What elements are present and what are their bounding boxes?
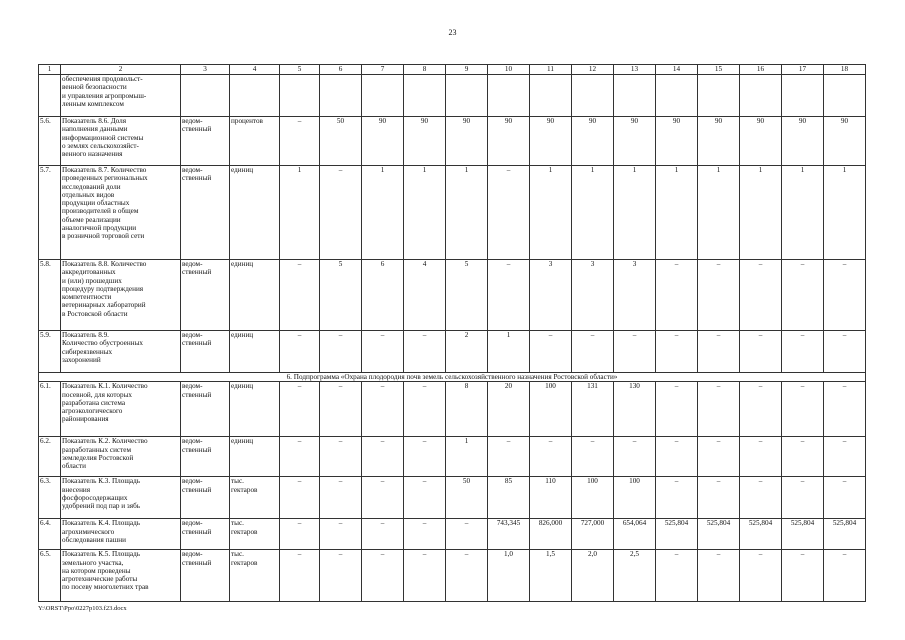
value-cell: – — [488, 166, 530, 260]
indicator-type-cell: ведом- ственный — [181, 117, 230, 166]
value-cell: – — [280, 331, 320, 373]
value-cell: – — [656, 382, 698, 437]
indicator-type-cell: ведом- ственный — [181, 382, 230, 437]
column-header: 1 — [39, 65, 61, 75]
value-cell: – — [446, 519, 488, 550]
value-cell — [320, 75, 362, 117]
value-cell: 130 — [614, 382, 656, 437]
value-cell: – — [362, 382, 404, 437]
value-cell: – — [698, 331, 740, 373]
unit-cell: тыс. гектаров — [230, 550, 280, 602]
value-cell: 1 — [530, 166, 572, 260]
value-cell: 3 — [530, 260, 572, 331]
row-number-cell — [39, 75, 61, 117]
value-cell: 1 — [656, 166, 698, 260]
value-cell: 1 — [824, 166, 866, 260]
value-cell: – — [362, 477, 404, 519]
value-cell: 110 — [530, 477, 572, 519]
value-cell: – — [824, 477, 866, 519]
column-header: 17 — [782, 65, 824, 75]
value-cell: 90 — [572, 117, 614, 166]
value-cell: 90 — [362, 117, 404, 166]
page-number: 23 — [448, 28, 457, 37]
value-cell: 90 — [740, 117, 782, 166]
value-cell — [530, 75, 572, 117]
value-cell: 90 — [656, 117, 698, 166]
value-cell: 1 — [740, 166, 782, 260]
value-cell: 90 — [782, 117, 824, 166]
row-number-cell: 6.3. — [39, 477, 61, 519]
value-cell: – — [280, 437, 320, 477]
value-cell: 1 — [446, 166, 488, 260]
value-cell: – — [782, 382, 824, 437]
section-title-cell: 6. Подпрограмма «Охрана плодородия почв земель сельскохозяйственного назначения Ростовской области» — [39, 373, 866, 382]
value-cell: 50 — [320, 117, 362, 166]
value-cell: 1 — [362, 166, 404, 260]
value-cell: 1 — [404, 166, 446, 260]
indicator-type-cell: ведом- ственный — [181, 260, 230, 331]
unit-cell: тыс. гектаров — [230, 519, 280, 550]
row-number-cell: 6.4. — [39, 519, 61, 550]
value-cell: 525,804 — [698, 519, 740, 550]
value-cell: – — [488, 260, 530, 331]
value-cell — [404, 75, 446, 117]
value-cell: 6 — [362, 260, 404, 331]
value-cell: – — [320, 437, 362, 477]
value-cell: – — [488, 437, 530, 477]
value-cell: – — [656, 260, 698, 331]
value-cell: 1,5 — [530, 550, 572, 602]
indicator-name-cell: Показатель К.2. Количество разработанных систем земледелия Ростовской области — [61, 437, 181, 477]
value-cell: 50 — [446, 477, 488, 519]
value-cell — [488, 75, 530, 117]
unit-cell: единиц — [230, 166, 280, 260]
value-cell: – — [362, 331, 404, 373]
value-cell: – — [782, 260, 824, 331]
column-header: 14 — [656, 65, 698, 75]
table-row — [39, 382, 866, 437]
value-cell: – — [280, 519, 320, 550]
table-body — [39, 65, 866, 602]
value-cell: – — [656, 331, 698, 373]
row-number-cell: 6.1. — [39, 382, 61, 437]
value-cell: 1 — [614, 166, 656, 260]
value-cell: 100 — [572, 477, 614, 519]
unit-cell: тыс. гектаров — [230, 477, 280, 519]
value-cell: – — [656, 477, 698, 519]
value-cell: – — [614, 437, 656, 477]
value-cell: – — [572, 331, 614, 373]
value-cell: 1 — [446, 437, 488, 477]
row-number-cell: 6.5. — [39, 550, 61, 602]
value-cell: – — [740, 437, 782, 477]
row-number-cell: 5.6. — [39, 117, 61, 166]
column-header: 11 — [530, 65, 572, 75]
value-cell: – — [404, 437, 446, 477]
unit-cell: единиц — [230, 260, 280, 331]
value-cell — [824, 75, 866, 117]
value-cell: – — [824, 382, 866, 437]
column-header: 4 — [230, 65, 280, 75]
value-cell: 1 — [782, 166, 824, 260]
table-row — [39, 117, 866, 166]
column-header: 2 — [61, 65, 181, 75]
indicator-table — [38, 64, 866, 602]
indicator-name-cell: обеспечения продовольст- венной безопасности и управления агропромыш- ленным комплексом — [61, 75, 181, 117]
row-number-cell: 5.7. — [39, 166, 61, 260]
indicator-name-cell: Показатель 8.9. Количество обустроенных сибиреязвенных захоронений — [61, 331, 181, 373]
column-header: 6 — [320, 65, 362, 75]
value-cell — [782, 75, 824, 117]
row-number-cell: 6.2. — [39, 437, 61, 477]
column-header: 13 — [614, 65, 656, 75]
value-cell: – — [656, 550, 698, 602]
value-cell: – — [782, 331, 824, 373]
column-header: 9 — [446, 65, 488, 75]
value-cell: 3 — [614, 260, 656, 331]
value-cell: – — [824, 331, 866, 373]
value-cell — [181, 75, 230, 117]
value-cell: 743,345 — [488, 519, 530, 550]
table-row — [39, 519, 866, 550]
value-cell: – — [280, 550, 320, 602]
column-header: 10 — [488, 65, 530, 75]
value-cell: – — [320, 382, 362, 437]
value-cell — [572, 75, 614, 117]
value-cell: – — [782, 550, 824, 602]
table-row — [39, 550, 866, 602]
table-row — [39, 166, 866, 260]
value-cell: – — [740, 331, 782, 373]
value-cell: – — [698, 260, 740, 331]
column-header: 3 — [181, 65, 230, 75]
unit-cell: единиц — [230, 382, 280, 437]
value-cell: – — [698, 477, 740, 519]
value-cell: – — [824, 550, 866, 602]
value-cell: 3 — [572, 260, 614, 331]
indicator-name-cell: Показатель 8.6. Доля наполнения данными информационной системы о землях сельскохозяйст- венного назначения — [61, 117, 181, 166]
value-cell: – — [656, 437, 698, 477]
value-cell: – — [404, 331, 446, 373]
value-cell: – — [362, 550, 404, 602]
value-cell: – — [446, 550, 488, 602]
value-cell: 1 — [488, 331, 530, 373]
value-cell: – — [698, 382, 740, 437]
value-cell: 525,804 — [824, 519, 866, 550]
value-cell: 90 — [698, 117, 740, 166]
value-cell: – — [782, 437, 824, 477]
table-row — [39, 331, 866, 373]
column-header: 5 — [280, 65, 320, 75]
value-cell: – — [824, 260, 866, 331]
indicator-type-cell: ведом- ственный — [181, 437, 230, 477]
indicator-name-cell: Показатель К.4. Площадь агрохимического обследования пашни — [61, 519, 181, 550]
value-cell: – — [362, 519, 404, 550]
value-cell: 2,0 — [572, 550, 614, 602]
value-cell: – — [404, 382, 446, 437]
header-row — [39, 65, 866, 75]
column-header: 8 — [404, 65, 446, 75]
value-cell — [446, 75, 488, 117]
value-cell — [698, 75, 740, 117]
value-cell: 8 — [446, 382, 488, 437]
value-cell — [740, 75, 782, 117]
value-cell: – — [320, 550, 362, 602]
value-cell: – — [404, 519, 446, 550]
value-cell: – — [530, 437, 572, 477]
value-cell: – — [530, 331, 572, 373]
footer-file-path: Y:\ORST\Ppo\0227p103.f23.docx — [38, 605, 127, 612]
value-cell — [362, 75, 404, 117]
column-header: 7 — [362, 65, 404, 75]
value-cell: 90 — [530, 117, 572, 166]
unit-cell: процентов — [230, 117, 280, 166]
table-row — [39, 75, 866, 117]
value-cell: – — [280, 260, 320, 331]
value-cell: – — [572, 437, 614, 477]
value-cell: 525,804 — [782, 519, 824, 550]
indicator-type-cell: ведом- ственный — [181, 477, 230, 519]
indicator-name-cell: Показатель К.1. Количество посевной, для которых разработана система агроэкологического районирования — [61, 382, 181, 437]
value-cell: 5 — [446, 260, 488, 331]
indicator-name-cell: Показатель К.3. Площадь внесения фосфоросодержащих удобрений под пар и зябь — [61, 477, 181, 519]
value-cell: 2 — [446, 331, 488, 373]
column-header: 15 — [698, 65, 740, 75]
value-cell: 90 — [488, 117, 530, 166]
indicator-type-cell: ведом- ственный — [181, 519, 230, 550]
table-row — [39, 437, 866, 477]
value-cell: 5 — [320, 260, 362, 331]
value-cell: 4 — [404, 260, 446, 331]
value-cell: 131 — [572, 382, 614, 437]
value-cell — [230, 75, 280, 117]
value-cell: – — [698, 437, 740, 477]
value-cell: 2,5 — [614, 550, 656, 602]
section-row — [39, 373, 866, 382]
row-number-cell: 5.9. — [39, 331, 61, 373]
value-cell: 90 — [614, 117, 656, 166]
indicator-name-cell: Показатель К.5. Площадь земельного участка, на котором проведены агротехнические работы по посеву многолетних трав — [61, 550, 181, 602]
column-header: 16 — [740, 65, 782, 75]
value-cell: – — [740, 477, 782, 519]
value-cell: – — [320, 331, 362, 373]
column-header: 12 — [572, 65, 614, 75]
value-cell: 90 — [404, 117, 446, 166]
value-cell: – — [320, 519, 362, 550]
value-cell: – — [320, 166, 362, 260]
value-cell: – — [740, 550, 782, 602]
value-cell: 525,804 — [740, 519, 782, 550]
value-cell: 85 — [488, 477, 530, 519]
column-header: 18 — [824, 65, 866, 75]
value-cell: – — [280, 477, 320, 519]
unit-cell: единиц — [230, 437, 280, 477]
table-row — [39, 477, 866, 519]
value-cell: – — [280, 382, 320, 437]
value-cell: – — [320, 477, 362, 519]
value-cell: 654,064 — [614, 519, 656, 550]
value-cell: 100 — [614, 477, 656, 519]
value-cell: – — [782, 477, 824, 519]
value-cell: 90 — [446, 117, 488, 166]
value-cell — [614, 75, 656, 117]
value-cell: – — [404, 550, 446, 602]
value-cell: 90 — [824, 117, 866, 166]
indicator-name-cell: Показатель 8.8. Количество аккредитованных и (или) прошедших процедуру подтверждения компетентности ветеринарных лабораторий в Ростовской области — [61, 260, 181, 331]
indicator-type-cell: ведом- ственный — [181, 166, 230, 260]
value-cell — [280, 75, 320, 117]
indicator-name-cell: Показатель 8.7. Количество проведенных региональных исследований доли отдельных видов продукции областных производителей в общем объеме реализации аналогичной продукции в розничной торговой сети — [61, 166, 181, 260]
table-row — [39, 260, 866, 331]
value-cell: – — [362, 437, 404, 477]
value-cell: 525,804 — [656, 519, 698, 550]
row-number-cell: 5.8. — [39, 260, 61, 331]
value-cell: – — [740, 260, 782, 331]
value-cell: 1 — [280, 166, 320, 260]
value-cell — [656, 75, 698, 117]
value-cell: 1 — [572, 166, 614, 260]
value-cell: 1,0 — [488, 550, 530, 602]
unit-cell: единиц — [230, 331, 280, 373]
value-cell: 727,000 — [572, 519, 614, 550]
value-cell: 826,000 — [530, 519, 572, 550]
indicator-type-cell: ведом- ственный — [181, 550, 230, 602]
value-cell: – — [614, 331, 656, 373]
value-cell: 1 — [698, 166, 740, 260]
value-cell: – — [698, 550, 740, 602]
value-cell: 20 — [488, 382, 530, 437]
value-cell: – — [280, 117, 320, 166]
value-cell: 100 — [530, 382, 572, 437]
indicator-type-cell: ведом- ственный — [181, 331, 230, 373]
value-cell: – — [404, 477, 446, 519]
value-cell: – — [824, 437, 866, 477]
value-cell: – — [740, 382, 782, 437]
